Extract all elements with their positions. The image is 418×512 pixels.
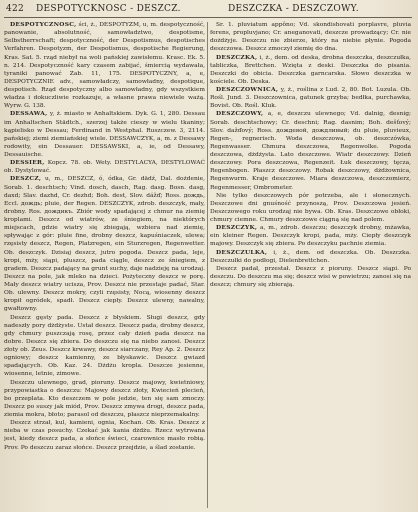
entry-headword: DESPOTYCZNOSC, [10, 21, 77, 28]
entry-paragraph [210, 110, 411, 191]
entry-paragraph [210, 21, 411, 54]
entry-paragraph [210, 192, 411, 225]
entry-text: Deszcz gęsty pada. Deszcz z błyskiem. Sługi deszcz, gdy nadeszły pory dżdżyste. Ustał deszcz. Deszcz pada, drobny deszcz, gdy chmury puszczają rosę, przez cały dzień pada deszcz na dobre. Deszcz się zbiera. Do deszczu się na niebo zanosi. Deszcz złoty ob. Zeus. Deszcz krwawy, deszcz siarczany, Rey Ap. 2. Deszcz ogniowy; deszcz kamienny, ze błyskawic. Deszcz gwiazd spadających. Ob. Kaz. 24. Dżdżu kropla. Deszcze jesienne, wiosenne, letnie, zimowe. [4, 314, 205, 378]
entry-paragraph [4, 175, 205, 313]
entry-text: ści, ż., DESPOTYZM, u, m. despotyczność, panowanie, absolutność, samowładztwo, despotisme, Selbstherrschaft; despotyczność, der Despotismus, despotisches Verfahren. Despotyzm, der Despotismus, despotische Regierung, Kras. Sat. 5. rząd niebył na woli pańskiej zawisłemu. Krasc. Ek. 5. n. 214. Despotyczność kary czasem zabijać, śmiercią wydawała, tyraniki panować Zab. 11, 175. DESPOTYCZNY, a, e, DESPOTYCZNIE adv., samowładczy, samowładny, despotique, despotisch. Rząd despotyczny albo samowładny, gdy wszystkiem władza i dokuczliwie rozkazuje, a własne prawa niewiele ważą. Wyrw. G. 138. [4, 22, 205, 110]
entry-paragraph [4, 314, 205, 379]
entry-paragraph [4, 110, 205, 159]
entry-text: Kopcz. 78. ob. Wety. DESTYLACYA, DESTYLOWAĆ ob. Dystylować. [4, 160, 205, 175]
entry-text: u, m., DESZCZ, ó, ódka, Gr. dädź, Dal. dożdenie, Sorab. 1. deschtsch; Vind. dosch, dasch, Rag. dasg. Bosn. dasg, daxd; Slav. dazhd, Cr. dezhd; Boh. dest, Slov. dážď; Ross. дождь, Eccl. дождь; pluie, der Regen. DESZCZYK, zdrob. deszczyk, mały, drobny. Ros. дождикъ. Zbiór wody spadającej z chmur na ziemię kroplami. Deszcz od wiatrów, ze śniegiem, na niektórych miejscach, gdzie wiatry się zbiegają, wzbiera nad ziemię, spływając z gór: pluie fine, drobny deszcz, kapuśniaczek, ulewa; rzęsisty deszcz, Regen, Platzregen, ein Sturzregen, Regenwetter. Ob. deszczyk. Dzisiaj deszcz, jutro pogoda. Deszcz pada, leje, kropi, mży, siąpi, pluszcz, pada ciągle, deszcz ze śniegiem, z gradem. Deszcz padający na grunt suchy, daje nadzieję na urodzaj. Deszcz na pole, jak mleko na dzieci. Pożyteczny deszcz w porę. Mały deszcz wiatry ucisza, Prov. Deszcz nie przestaje padać, Star. Ob. ulewny. Deszcz mokry, czyli rzęsisty, Nocą, wiosenny deszcz kropił ogródek, spadł. Deszcz ciepły. Deszcz ulewny, nawalny, gwałtowny. [4, 176, 205, 313]
entry-paragraph [4, 379, 205, 420]
entry-headword: DESZCZOWY, [216, 110, 264, 118]
right-running-title: DESZCZKA - DESZCZOWY. [228, 4, 359, 14]
entry-paragraph [4, 21, 205, 110]
entry-headword: DESZCZ, [10, 175, 42, 183]
entry-text: Deszczu ulewnego, grad, pioruny. Deszcz majowy, kwietniowy, przypowiastka o deszczu: Majowy deszcz złoty, Kwiecień plecień, bo przeplata. Kto deszczem w pole jedzie, ten się sam zmoczy. Deszcz po suszy jak miód, Prov. Deszcz zmywa drogi, deszcz pada, ziemia mokra, błoto; parasol od deszczu, płaszcz nieprzemakalny. [4, 379, 205, 418]
entry-headword: DESZCZYK, [216, 224, 258, 232]
entry-paragraph [210, 224, 411, 248]
page-number: 422 [6, 4, 25, 14]
entry-paragraph [210, 249, 411, 265]
header-rule [4, 17, 412, 18]
left-column [4, 21, 205, 507]
entry-text: i, ż., dem. od deszczka. Ob. Deszczka. Deszczułki do podłogi, Dielenbrettchen. [210, 249, 411, 264]
entry-text: y, ż., roślina z Lud. 2, 80. Bot. Luzula. Ob. Rośl. Jund. 3. Deszczownica, gatunek grzyba; bedłka, purchawka, Bovist. Ob. Rośl. Kluk. [210, 87, 411, 110]
entry-paragraph [210, 265, 411, 289]
entry-text: Deszcz strzał, kul, kamieni, ognia, Kochan. Ob. Kras. Deszcz z nieba w czas posuchy. Czekać jak kania dżdżu. Rzecz wytrwana jest, kiedy deszcz pada, a słońce świeci, czarownice masło robią. Prov. Po deszczu zaraz słońce. Deszcz przejdzie, a ślad zostanie. [4, 420, 205, 451]
entry-headword: DESZCZKA, [216, 53, 258, 61]
entry-text: a, e, deszczu ulewnego; Vd. dalnig, desnig; Sorab. deschtschowy; Cr. deschni; Rag. dasnim; Boh. dešťový; Slov. dažďový; Ross. дождевой, дождливый; du pluie, pluvieux, Regen-, regnerisch. Woda deszczowa, ob. deszczówka, Regenwasser. Chmura deszczowa, Regenwolke. Pogoda deszczowa, dżdżysta. Lato deszczowe. Wiatr deszczowy. Dzień deszczowy. Pora deszczowa, Regenzeit. Łuk deszczowy, tęcza, Regenbogen. Płaszcz deszczowy. Robak deszczowy, dżdżownica, Regenwurm. Kraje deszczowe. Miara deszczowa, deszczomierz, Regenmesser, Ombrometer. [210, 111, 411, 191]
entry-text: a, m., zdrob. deszczu; deszczyk drobny, mżawka, ein kleiner Regen. Deszczyk kropi, pada, mży. Ciepły deszczyk majowy. Deszczyk się zbiera. Po deszczyku pachnie ziemia. [210, 225, 411, 248]
left-running-title: DESPOTYCKNOSC - DESZCZ. [36, 4, 181, 14]
entry-text: Sr. 1. pluviatum appôno; Vd. skondishovati porplavre, pluvia ferens, propluvjano; Cr. aneganovati, deszcze prowadzący; Cr. nie dożdżyje. Deszczu nie zbierze, który na niebie płynie. Pogoda deszczowa. Deszcz zmoczył ziemię do dna. [210, 22, 411, 53]
column-divider [207, 22, 208, 508]
entry-text: y, ż. miasto w Anhaltskiem. Dyk. G. 1, 280. Dessau im Anhaltschen Städtch., szerzej także cieszy w wielu tkaniny; kąpielisko w Dessau; Ferdinand in Westphal. Ruszczew. 3, 2114. pańskiej; ziemi ziemiańskiej wiele. DESSAWCZYK, a, m. z Dessawy rodowity, ein Dessauer. DESSAWSKI, a, ie, od Dessawy, Dessauische. [4, 111, 205, 158]
entry-text: Deszcz padał, przestał. Deszcz z pioruny. Deszcz siąpi. Po deszczu. Do deszczu ma się; deszcz wisi w powietrzu; zanosi się na deszcz; chmury się zbierają. [210, 265, 411, 288]
entry-paragraph [210, 86, 411, 110]
page-header [6, 4, 410, 18]
entry-headword: DESZCZOWNICA, [216, 86, 279, 93]
entry-headword: DESZCZULKA, [216, 248, 268, 256]
entry-paragraph [210, 54, 411, 87]
entry-text: Nie tylko deszczowych pór potrzeba, ale i słonecznych. Deszczowe dni gnuśność przynoszą, Prov. Deszczowa jesień. Deszczowego roku urodzaj nie bywa. Ob. Kras. Deszczowe obłoki, chmury ciemne. Chmury deszczowe ciągną się nad polem. [210, 192, 411, 223]
entry-headword: DESSIER, [10, 159, 45, 167]
entry-text: i, ż., dem. od deska, drobna deszczka, deszczułka, tabliczka, Brettchen. Wzięta z deski. Deszczka do pisania. Deszczki do obicia. Deszczka garncarska. Słowo deszczka w kościele. Ob. Deska. [210, 54, 411, 85]
entry-paragraph [4, 419, 205, 452]
entry-paragraph [4, 159, 205, 175]
entry-headword: DESSAWA, [10, 110, 48, 118]
right-column [210, 21, 411, 507]
